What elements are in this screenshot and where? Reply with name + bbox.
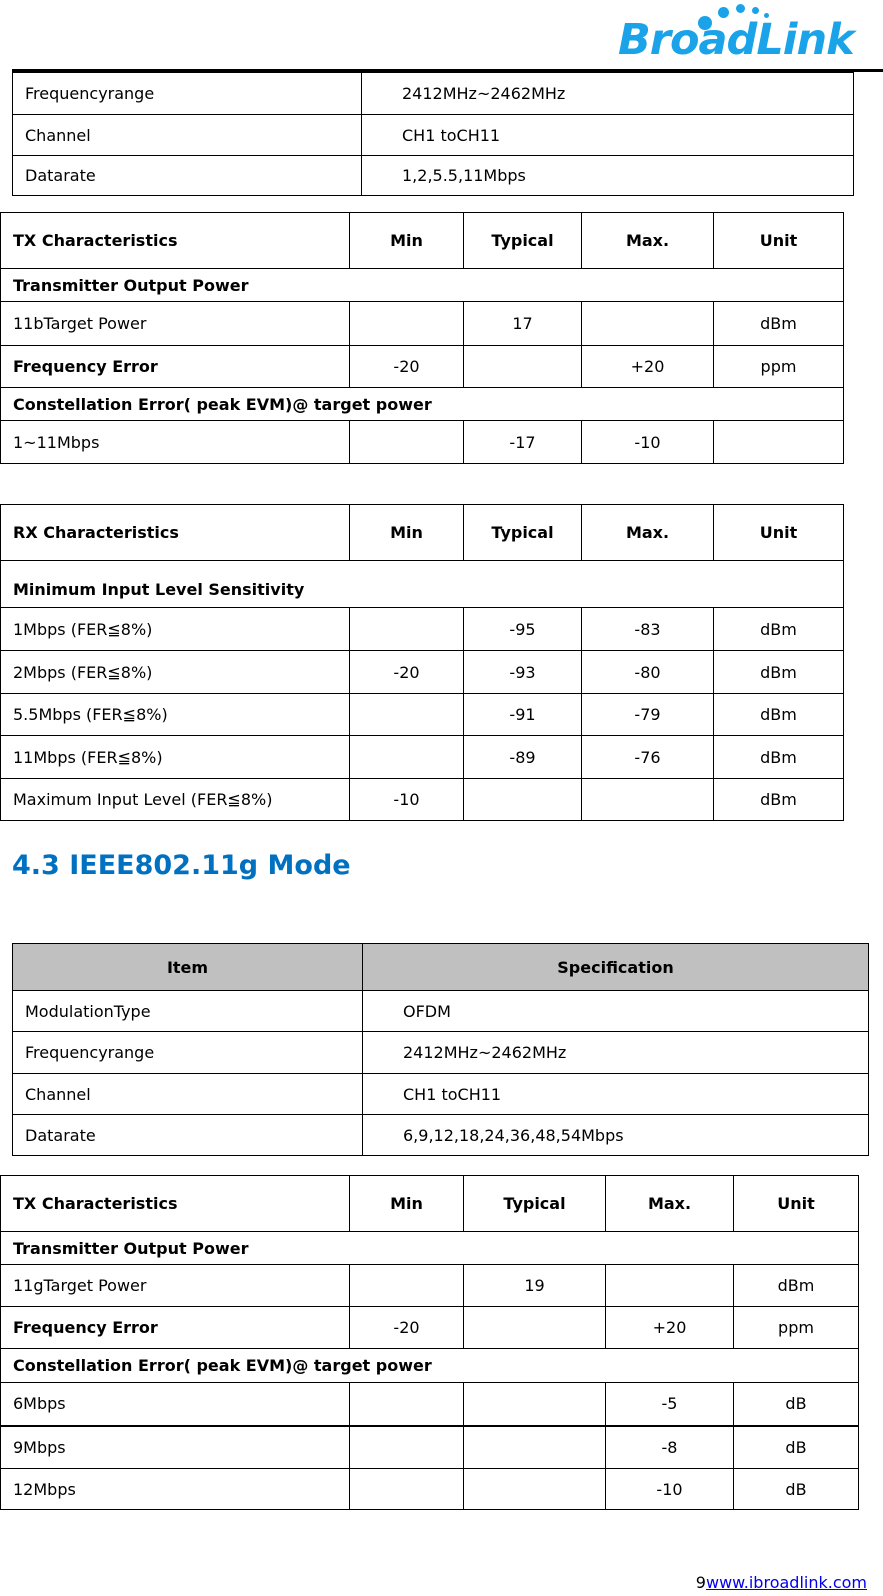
unit-cell: dBm (714, 736, 844, 779)
table-row (1, 1469, 859, 1510)
typ-cell (464, 1307, 606, 1349)
logo-dot (752, 7, 759, 14)
logo-dot (736, 4, 745, 13)
min-cell (350, 608, 464, 651)
spec-cell: 2412MHz~2462MHz (362, 73, 854, 115)
table-row (1, 651, 844, 694)
col-header: Min (350, 213, 464, 269)
param-label: Frequency Error (1, 346, 350, 388)
section-label: Constellation Error( peak EVM)@ target power (1, 1349, 859, 1383)
table-row (13, 73, 854, 115)
col-header: Unit (714, 213, 844, 269)
broadlink-logo (618, 2, 863, 64)
item-cell: Frequencyrange (13, 1032, 363, 1074)
min-cell (350, 1469, 464, 1510)
item-cell: Channel (13, 1074, 363, 1115)
logo-text: BroadLink (618, 15, 854, 65)
table-row (1, 421, 844, 464)
typ-cell: 19 (464, 1265, 606, 1307)
col-header: Item (13, 944, 363, 991)
unit-cell: dBm (714, 302, 844, 346)
table-row (13, 115, 854, 156)
unit-cell: dB (734, 1426, 859, 1469)
max-cell: -80 (582, 651, 714, 694)
min-cell (350, 736, 464, 779)
col-header: TX Characteristics (1, 1176, 350, 1232)
spec-cell: CH1 toCH11 (363, 1074, 869, 1115)
table-row (1, 1307, 859, 1349)
spec-cell: 1,2,5.5,11Mbps (362, 156, 854, 196)
col-header: Typical (464, 505, 582, 561)
col-header: Typical (464, 213, 582, 269)
website-link[interactable]: www.ibroadlink.com (705, 1573, 867, 1592)
min-cell: -20 (350, 651, 464, 694)
max-cell: -8 (606, 1426, 734, 1469)
section-row (1, 1232, 859, 1265)
table-row (13, 156, 854, 196)
spec-cell: OFDM (363, 991, 869, 1032)
section-heading: 4.3 IEEE802.11g Mode (12, 850, 351, 881)
max-cell: -76 (582, 736, 714, 779)
typ-cell: -89 (464, 736, 582, 779)
max-cell: +20 (582, 346, 714, 388)
unit-cell: ppm (734, 1307, 859, 1349)
table-row (13, 1115, 869, 1156)
max-cell: -10 (582, 421, 714, 464)
spec-11g-table (12, 943, 869, 1156)
col-header: Min (350, 505, 464, 561)
col-header: Min (350, 1176, 464, 1232)
max-cell: +20 (606, 1307, 734, 1349)
section-row (1, 269, 844, 302)
param-label: 6Mbps (1, 1383, 350, 1426)
typ-cell (464, 1426, 606, 1469)
table-row (1, 1265, 859, 1307)
typ-cell: -91 (464, 694, 582, 736)
spec-cell: 2412MHz~2462MHz (363, 1032, 869, 1074)
table-row (1, 302, 844, 346)
param-label: 11Mbps (FER≦8%) (1, 736, 350, 779)
col-header: RX Characteristics (1, 505, 350, 561)
section-label: Constellation Error( peak EVM)@ target power (1, 388, 844, 421)
section-row (1, 388, 844, 421)
col-header: Unit (734, 1176, 859, 1232)
param-label: 11gTarget Power (1, 1265, 350, 1307)
col-header: Max. (606, 1176, 734, 1232)
max-cell (582, 302, 714, 346)
table-row (13, 1032, 869, 1074)
unit-cell: ppm (714, 346, 844, 388)
min-cell: -20 (350, 1307, 464, 1349)
max-cell (606, 1265, 734, 1307)
table-row (1, 346, 844, 388)
col-header: Typical (464, 1176, 606, 1232)
typ-cell (464, 779, 582, 821)
param-label: 2Mbps (FER≦8%) (1, 651, 350, 694)
table-row (1, 1426, 859, 1469)
param-label: 9Mbps (1, 1426, 350, 1469)
min-cell (350, 302, 464, 346)
table-row (13, 991, 869, 1032)
typ-cell: -93 (464, 651, 582, 694)
param-label: 1Mbps (FER≦8%) (1, 608, 350, 651)
item-cell: Frequencyrange (13, 73, 362, 115)
typ-cell (464, 1469, 606, 1510)
spec-cell: CH1 toCH11 (362, 115, 854, 156)
param-label: 1~11Mbps (1, 421, 350, 464)
unit-cell: dBm (714, 694, 844, 736)
rx-11b-table (0, 504, 844, 821)
param-label: 12Mbps (1, 1469, 350, 1510)
page-number: 9 (695, 1573, 706, 1592)
col-header: TX Characteristics (1, 213, 350, 269)
min-cell (350, 1383, 464, 1426)
table-row (1, 1383, 859, 1426)
typ-cell: -17 (464, 421, 582, 464)
param-label: 11bTarget Power (1, 302, 350, 346)
col-header: Max. (582, 213, 714, 269)
item-cell: Datarate (13, 1115, 363, 1156)
tx-11g-table (0, 1175, 859, 1510)
table-row (1, 779, 844, 821)
unit-cell: dB (734, 1383, 859, 1426)
min-cell (350, 1426, 464, 1469)
item-cell: Datarate (13, 156, 362, 196)
unit-cell: dBm (734, 1265, 859, 1307)
typ-cell (464, 346, 582, 388)
max-cell: -5 (606, 1383, 734, 1426)
table-header-row (1, 505, 844, 561)
unit-cell: dBm (714, 608, 844, 651)
min-cell: -20 (350, 346, 464, 388)
table-row (13, 1074, 869, 1115)
table-header-row (13, 944, 869, 991)
table-row (1, 736, 844, 779)
typ-cell: -95 (464, 608, 582, 651)
table-header-row (1, 213, 844, 269)
section-row (1, 561, 844, 608)
unit-cell: dBm (714, 779, 844, 821)
min-cell: -10 (350, 779, 464, 821)
max-cell: -83 (582, 608, 714, 651)
table-row (1, 608, 844, 651)
section-row (1, 1349, 859, 1383)
col-header: Unit (714, 505, 844, 561)
min-cell (350, 1265, 464, 1307)
page-footer (696, 1573, 867, 1592)
max-cell: -79 (582, 694, 714, 736)
section-label: Transmitter Output Power (1, 1232, 859, 1265)
table-header-row (1, 1176, 859, 1232)
table-row (1, 694, 844, 736)
max-cell (582, 779, 714, 821)
unit-cell: dBm (714, 651, 844, 694)
section-label: Minimum Input Level Sensitivity (1, 561, 844, 608)
section-label: Transmitter Output Power (1, 269, 844, 302)
spec-11b-table (12, 72, 854, 196)
col-header: Specification (363, 944, 869, 991)
col-header: Max. (582, 505, 714, 561)
unit-cell (714, 421, 844, 464)
item-cell: ModulationType (13, 991, 363, 1032)
min-cell (350, 421, 464, 464)
min-cell (350, 694, 464, 736)
spec-cell: 6,9,12,18,24,36,48,54Mbps (363, 1115, 869, 1156)
unit-cell: dB (734, 1469, 859, 1510)
param-label: 5.5Mbps (FER≦8%) (1, 694, 350, 736)
param-label: Maximum Input Level (FER≦8%) (1, 779, 350, 821)
param-label: Frequency Error (1, 1307, 350, 1349)
typ-cell (464, 1383, 606, 1426)
typ-cell: 17 (464, 302, 582, 346)
tx-11b-table (0, 212, 844, 464)
max-cell: -10 (606, 1469, 734, 1510)
item-cell: Channel (13, 115, 362, 156)
